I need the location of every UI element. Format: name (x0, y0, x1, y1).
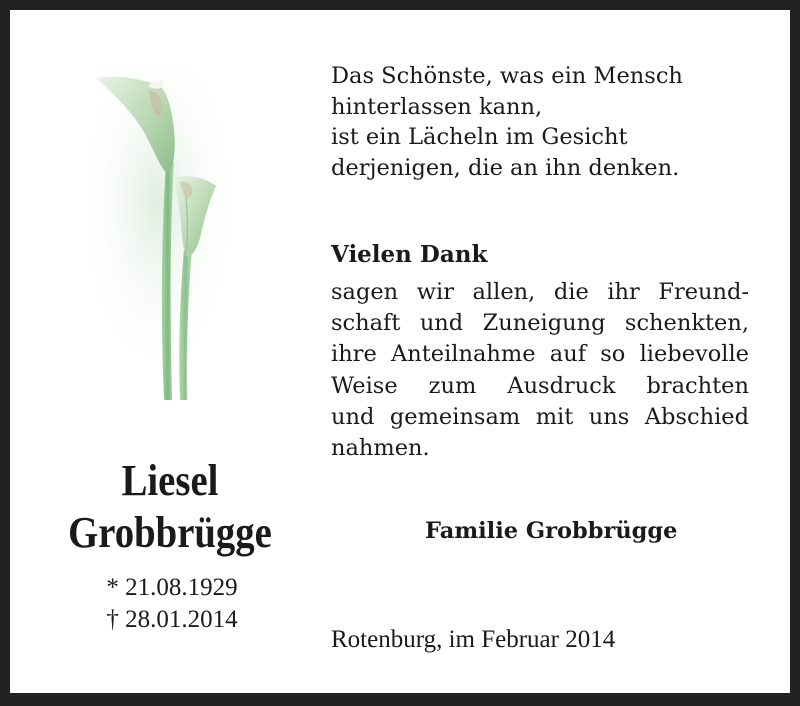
thanks-line: Weise zum Ausdruck brachten (331, 372, 749, 399)
poem-line: ist ein Lächeln im Gesicht (331, 124, 628, 150)
poem-line: derjenigen, die an ihn denken. (331, 154, 680, 181)
family-signature: Familie Grobbrügge (425, 518, 678, 544)
life-dates (40, 572, 304, 636)
thanks-line: und gemeinsam mit uns Abschied (331, 403, 749, 430)
poem-line: Das Schönste, was ein Mensch (331, 63, 683, 89)
poem (331, 61, 751, 183)
place-date: Rotenburg, im Februar 2014 (331, 626, 616, 653)
poem-line: hinterlassen kann, (331, 93, 543, 120)
last-name: Grobbrügge (68, 508, 272, 557)
deceased-name (56, 455, 285, 559)
calla-lily-image (88, 70, 228, 402)
first-name: Liesel (121, 456, 219, 505)
thanks-heading: Vielen Dank (331, 241, 488, 268)
thanks-line: schaft und Zuneigung schenkten, (331, 310, 749, 337)
death-date: † 28.01.2014 (106, 606, 238, 633)
thanks-line: nahmen. (331, 435, 430, 462)
birth-date: * 21.08.1929 (106, 574, 238, 601)
thanks-line: ihre Anteilnahme auf so liebevolle (331, 341, 749, 368)
thanks-line: sagen wir allen, die ihr Freund- (331, 279, 749, 305)
thanks-text (331, 277, 749, 464)
